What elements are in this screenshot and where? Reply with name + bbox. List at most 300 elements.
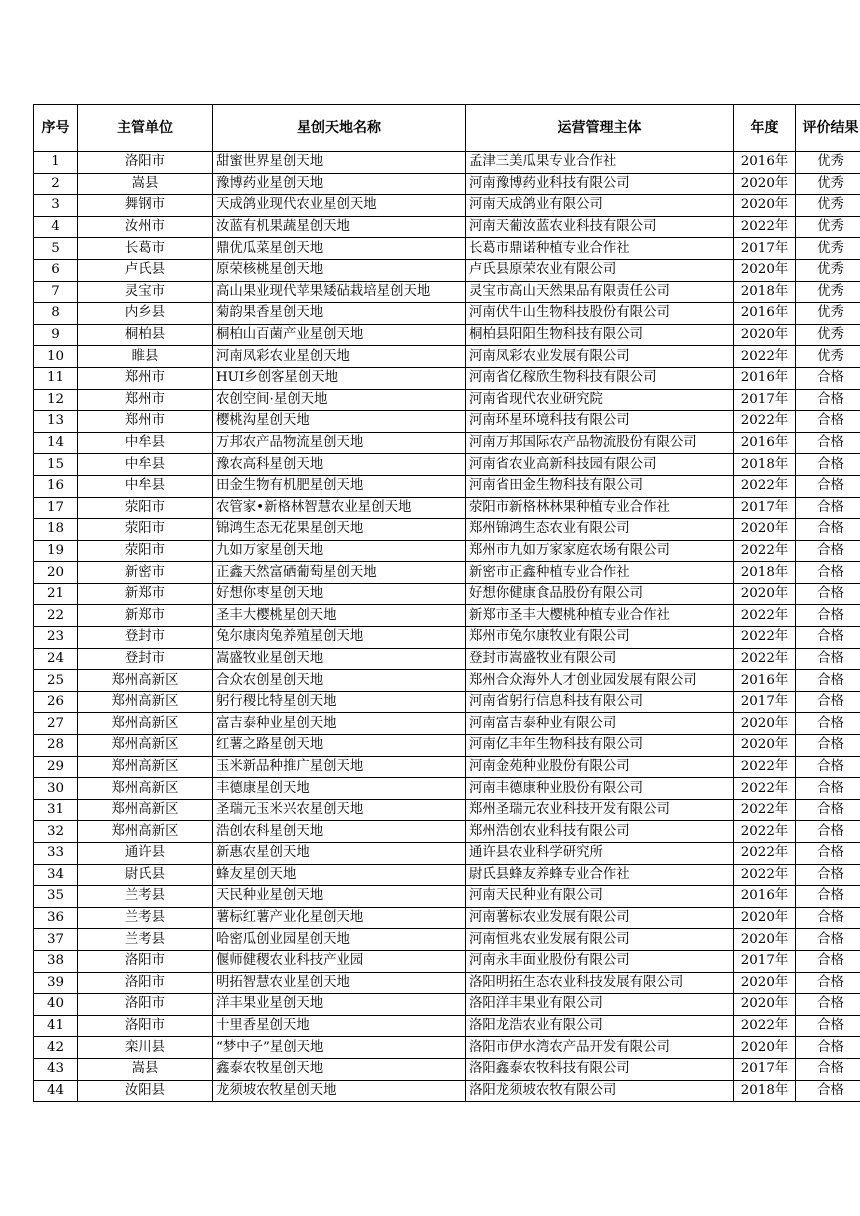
cell-evaluation-result: 优秀 (796, 346, 860, 368)
cell-supervising-unit: 新郑市 (78, 605, 213, 627)
cell-supervising-unit: 桐柏县 (78, 324, 213, 346)
cell-year: 2022年 (734, 540, 796, 562)
cell-evaluation-result: 合格 (796, 799, 860, 821)
cell-evaluation-result: 合格 (796, 821, 860, 843)
cell-operating-entity: 通许县农业科学研究所 (466, 843, 734, 865)
cell-serial-number: 23 (34, 627, 78, 649)
cell-operating-entity: 新郑市圣丰大樱桃种植专业合作社 (466, 605, 734, 627)
cell-base-name: 薯标红薯产业化星创天地 (213, 907, 466, 929)
table-row (34, 562, 860, 584)
cell-serial-number: 41 (34, 1015, 78, 1037)
cell-base-name: 浩创农科星创天地 (213, 821, 466, 843)
cell-base-name: 田金生物有机肥星创天地 (213, 475, 466, 497)
cell-serial-number: 10 (34, 346, 78, 368)
cell-supervising-unit: 睢县 (78, 346, 213, 368)
cell-supervising-unit: 兰考县 (78, 929, 213, 951)
table-row (34, 389, 860, 411)
cell-year: 2022年 (734, 756, 796, 778)
cell-operating-entity: 河南省农业高新科技园有限公司 (466, 454, 734, 476)
cell-year: 2022年 (734, 346, 796, 368)
cell-base-name: 锦鸿生态无花果星创天地 (213, 519, 466, 541)
cell-serial-number: 5 (34, 238, 78, 260)
cell-supervising-unit: 汝阳县 (78, 1080, 213, 1102)
cell-year: 2018年 (734, 562, 796, 584)
cell-base-name: 原荣核桃星创天地 (213, 259, 466, 281)
table-row (34, 259, 860, 281)
table-row (34, 778, 860, 800)
header-serial-number: 序号 (34, 105, 78, 152)
table-row (34, 281, 860, 303)
cell-supervising-unit: 洛阳市 (78, 972, 213, 994)
cell-supervising-unit: 新密市 (78, 562, 213, 584)
cell-evaluation-result: 合格 (796, 994, 860, 1016)
cell-supervising-unit: 登封市 (78, 627, 213, 649)
cell-evaluation-result: 合格 (796, 670, 860, 692)
cell-operating-entity: 洛阳明拓生态农业科技发展有限公司 (466, 972, 734, 994)
cell-operating-entity: 卢氏县原荣农业有限公司 (466, 259, 734, 281)
cell-supervising-unit: 中牟县 (78, 432, 213, 454)
cell-base-name: 正鑫天然富硒葡萄星创天地 (213, 562, 466, 584)
cell-base-name: 红薯之路星创天地 (213, 735, 466, 757)
cell-supervising-unit: 栾川县 (78, 1037, 213, 1059)
cell-evaluation-result: 合格 (796, 475, 860, 497)
table-row (34, 303, 860, 325)
cell-operating-entity: 洛阳鑫泰农牧科技有限公司 (466, 1058, 734, 1080)
cell-serial-number: 6 (34, 259, 78, 281)
cell-base-name: 高山果业现代苹果矮砧栽培星创天地 (213, 281, 466, 303)
cell-operating-entity: 孟津三美瓜果专业合作社 (466, 152, 734, 174)
cell-year: 2022年 (734, 799, 796, 821)
table-row (34, 346, 860, 368)
cell-evaluation-result: 合格 (796, 389, 860, 411)
table-header (34, 105, 860, 152)
cell-year: 2016年 (734, 367, 796, 389)
cell-serial-number: 19 (34, 540, 78, 562)
evaluation-table-container (33, 104, 859, 1102)
table-row (34, 195, 860, 217)
table-row (34, 540, 860, 562)
cell-year: 2022年 (734, 605, 796, 627)
cell-base-name: 豫博药业星创天地 (213, 173, 466, 195)
cell-year: 2020年 (734, 994, 796, 1016)
cell-operating-entity: 荥阳市新格林林果种植专业合作社 (466, 497, 734, 519)
table-row (34, 216, 860, 238)
cell-year: 2017年 (734, 1058, 796, 1080)
cell-base-name: 洋丰果业星创天地 (213, 994, 466, 1016)
cell-supervising-unit: 郑州高新区 (78, 799, 213, 821)
cell-year: 2022年 (734, 843, 796, 865)
cell-base-name: 圣瑞元玉米兴农星创天地 (213, 799, 466, 821)
cell-supervising-unit: 中牟县 (78, 454, 213, 476)
table-row (34, 1015, 860, 1037)
cell-supervising-unit: 通许县 (78, 843, 213, 865)
cell-year: 2022年 (734, 216, 796, 238)
cell-operating-entity: 河南省田金生物科技有限公司 (466, 475, 734, 497)
cell-serial-number: 36 (34, 907, 78, 929)
header-base-name: 星创天地名称 (213, 105, 466, 152)
cell-base-name: 富吉泰种业星创天地 (213, 713, 466, 735)
cell-base-name: 汝蓝有机果蔬星创天地 (213, 216, 466, 238)
cell-operating-entity: 长葛市鼎诺种植专业合作社 (466, 238, 734, 260)
cell-supervising-unit: 中牟县 (78, 475, 213, 497)
cell-operating-entity: 河南天葡汝蓝农业科技有限公司 (466, 216, 734, 238)
cell-supervising-unit: 卢氏县 (78, 259, 213, 281)
table-row (34, 670, 860, 692)
cell-evaluation-result: 合格 (796, 907, 860, 929)
table-row (34, 605, 860, 627)
cell-operating-entity: 河南天民种业有限公司 (466, 886, 734, 908)
cell-supervising-unit: 郑州高新区 (78, 670, 213, 692)
table-row (34, 1058, 860, 1080)
cell-serial-number: 13 (34, 411, 78, 433)
table-row (34, 432, 860, 454)
cell-supervising-unit: 洛阳市 (78, 1015, 213, 1037)
cell-serial-number: 29 (34, 756, 78, 778)
cell-operating-entity: 河南富吉泰种业有限公司 (466, 713, 734, 735)
cell-evaluation-result: 合格 (796, 1080, 860, 1102)
cell-supervising-unit: 兰考县 (78, 907, 213, 929)
cell-evaluation-result: 合格 (796, 735, 860, 757)
cell-year: 2017年 (734, 389, 796, 411)
cell-base-name: 豫农高科星创天地 (213, 454, 466, 476)
cell-serial-number: 3 (34, 195, 78, 217)
cell-evaluation-result: 优秀 (796, 195, 860, 217)
evaluation-table (33, 104, 860, 1102)
cell-evaluation-result: 合格 (796, 713, 860, 735)
cell-year: 2020年 (734, 324, 796, 346)
table-row (34, 497, 860, 519)
cell-serial-number: 27 (34, 713, 78, 735)
table-row (34, 735, 860, 757)
cell-evaluation-result: 合格 (796, 691, 860, 713)
cell-base-name: 农管家•新格林智慧农业星创天地 (213, 497, 466, 519)
table-row (34, 475, 860, 497)
cell-supervising-unit: 长葛市 (78, 238, 213, 260)
cell-serial-number: 37 (34, 929, 78, 951)
cell-evaluation-result: 合格 (796, 950, 860, 972)
cell-base-name: 明拓智慧农业星创天地 (213, 972, 466, 994)
cell-year: 2017年 (734, 950, 796, 972)
cell-year: 2018年 (734, 281, 796, 303)
cell-evaluation-result: 合格 (796, 605, 860, 627)
cell-supervising-unit: 郑州市 (78, 367, 213, 389)
cell-year: 2022年 (734, 778, 796, 800)
table-row (34, 411, 860, 433)
cell-evaluation-result: 合格 (796, 627, 860, 649)
cell-base-name: 兔尔康肉兔养殖星创天地 (213, 627, 466, 649)
table-row (34, 864, 860, 886)
cell-year: 2018年 (734, 454, 796, 476)
table-row (34, 627, 860, 649)
cell-operating-entity: 河南恒兆农业发展有限公司 (466, 929, 734, 951)
cell-year: 2022年 (734, 411, 796, 433)
cell-base-name: “梦中子”星创天地 (213, 1037, 466, 1059)
cell-serial-number: 15 (34, 454, 78, 476)
header-row (34, 105, 860, 152)
cell-serial-number: 39 (34, 972, 78, 994)
cell-evaluation-result: 合格 (796, 454, 860, 476)
cell-operating-entity: 好想你健康食品股份有限公司 (466, 583, 734, 605)
cell-base-name: 桐柏山百菌产业星创天地 (213, 324, 466, 346)
table-row (34, 886, 860, 908)
cell-operating-entity: 河南薯标农业发展有限公司 (466, 907, 734, 929)
cell-base-name: 农创空间·星创天地 (213, 389, 466, 411)
cell-supervising-unit: 郑州高新区 (78, 713, 213, 735)
cell-base-name: 天成鸽业现代农业星创天地 (213, 195, 466, 217)
cell-evaluation-result: 合格 (796, 756, 860, 778)
cell-year: 2020年 (734, 735, 796, 757)
cell-evaluation-result: 合格 (796, 583, 860, 605)
cell-serial-number: 34 (34, 864, 78, 886)
cell-supervising-unit: 兰考县 (78, 886, 213, 908)
cell-operating-entity: 桐柏县阳阳生物科技有限公司 (466, 324, 734, 346)
cell-base-name: 万邦农产品物流星创天地 (213, 432, 466, 454)
table-row (34, 994, 860, 1016)
cell-evaluation-result: 合格 (796, 972, 860, 994)
cell-supervising-unit: 舞钢市 (78, 195, 213, 217)
header-operating-entity: 运营管理主体 (466, 105, 734, 152)
cell-base-name: 哈密瓜创业园星创天地 (213, 929, 466, 951)
cell-year: 2022年 (734, 821, 796, 843)
table-row (34, 843, 860, 865)
cell-supervising-unit: 郑州高新区 (78, 821, 213, 843)
table-row (34, 173, 860, 195)
cell-year: 2016年 (734, 152, 796, 174)
cell-year: 2022年 (734, 864, 796, 886)
cell-supervising-unit: 嵩县 (78, 1058, 213, 1080)
cell-base-name: 鑫泰农牧星创天地 (213, 1058, 466, 1080)
table-row (34, 648, 860, 670)
cell-evaluation-result: 合格 (796, 519, 860, 541)
cell-serial-number: 33 (34, 843, 78, 865)
cell-serial-number: 17 (34, 497, 78, 519)
cell-base-name: 玉米新品种推广星创天地 (213, 756, 466, 778)
cell-evaluation-result: 合格 (796, 432, 860, 454)
cell-operating-entity: 河南伏牛山生物科技股份有限公司 (466, 303, 734, 325)
cell-year: 2016年 (734, 303, 796, 325)
cell-operating-entity: 河南省躬行信息科技有限公司 (466, 691, 734, 713)
cell-operating-entity: 河南环星环境科技有限公司 (466, 411, 734, 433)
cell-evaluation-result: 优秀 (796, 152, 860, 174)
cell-operating-entity: 河南金苑种业股份有限公司 (466, 756, 734, 778)
cell-base-name: 龙须坡农牧星创天地 (213, 1080, 466, 1102)
cell-base-name: 合众农创星创天地 (213, 670, 466, 692)
cell-serial-number: 20 (34, 562, 78, 584)
cell-base-name: 天民种业星创天地 (213, 886, 466, 908)
cell-operating-entity: 河南丰德康种业股份有限公司 (466, 778, 734, 800)
cell-year: 2022年 (734, 475, 796, 497)
cell-serial-number: 26 (34, 691, 78, 713)
cell-year: 2018年 (734, 1080, 796, 1102)
cell-serial-number: 11 (34, 367, 78, 389)
cell-serial-number: 4 (34, 216, 78, 238)
cell-year: 2022年 (734, 1015, 796, 1037)
cell-operating-entity: 郑州锦鸿生态农业有限公司 (466, 519, 734, 541)
cell-base-name: 蜂友星创天地 (213, 864, 466, 886)
cell-year: 2017年 (734, 691, 796, 713)
cell-base-name: 丰德康星创天地 (213, 778, 466, 800)
cell-serial-number: 42 (34, 1037, 78, 1059)
cell-supervising-unit: 郑州高新区 (78, 691, 213, 713)
cell-operating-entity: 新密市正鑫种植专业合作社 (466, 562, 734, 584)
cell-operating-entity: 洛阳市伊水湾农产品开发有限公司 (466, 1037, 734, 1059)
cell-supervising-unit: 灵宝市 (78, 281, 213, 303)
table-row (34, 929, 860, 951)
cell-operating-entity: 河南永丰面业股份有限公司 (466, 950, 734, 972)
cell-operating-entity: 洛阳龙须坡农牧有限公司 (466, 1080, 734, 1102)
cell-evaluation-result: 优秀 (796, 303, 860, 325)
cell-supervising-unit: 荥阳市 (78, 497, 213, 519)
cell-base-name: 圣丰大樱桃星创天地 (213, 605, 466, 627)
cell-evaluation-result: 优秀 (796, 216, 860, 238)
cell-operating-entity: 灵宝市高山天然果品有限责任公司 (466, 281, 734, 303)
cell-operating-entity: 河南豫博药业科技有限公司 (466, 173, 734, 195)
cell-evaluation-result: 合格 (796, 843, 860, 865)
cell-operating-entity: 郑州市兔尔康牧业有限公司 (466, 627, 734, 649)
cell-base-name: 嵩盛牧业星创天地 (213, 648, 466, 670)
cell-serial-number: 35 (34, 886, 78, 908)
cell-base-name: HUI乡创客星创天地 (213, 367, 466, 389)
cell-operating-entity: 河南亿丰年生物科技有限公司 (466, 735, 734, 757)
cell-supervising-unit: 郑州高新区 (78, 778, 213, 800)
cell-serial-number: 2 (34, 173, 78, 195)
cell-operating-entity: 河南凤彩农业发展有限公司 (466, 346, 734, 368)
cell-year: 2017年 (734, 497, 796, 519)
cell-evaluation-result: 合格 (796, 1015, 860, 1037)
cell-base-name: 躬行稷比特星创天地 (213, 691, 466, 713)
table-row (34, 821, 860, 843)
cell-supervising-unit: 内乡县 (78, 303, 213, 325)
cell-serial-number: 14 (34, 432, 78, 454)
cell-serial-number: 16 (34, 475, 78, 497)
table-row (34, 756, 860, 778)
cell-year: 2020年 (734, 583, 796, 605)
cell-evaluation-result: 合格 (796, 1058, 860, 1080)
cell-operating-entity: 河南省现代农业研究院 (466, 389, 734, 411)
table-row (34, 583, 860, 605)
cell-serial-number: 24 (34, 648, 78, 670)
cell-evaluation-result: 合格 (796, 929, 860, 951)
cell-year: 2020年 (734, 929, 796, 951)
cell-serial-number: 12 (34, 389, 78, 411)
cell-year: 2020年 (734, 972, 796, 994)
cell-base-name: 菊韵果香星创天地 (213, 303, 466, 325)
table-body (34, 152, 860, 1102)
cell-operating-entity: 洛阳洋丰果业有限公司 (466, 994, 734, 1016)
cell-supervising-unit: 洛阳市 (78, 950, 213, 972)
cell-evaluation-result: 合格 (796, 367, 860, 389)
cell-evaluation-result: 优秀 (796, 281, 860, 303)
cell-serial-number: 43 (34, 1058, 78, 1080)
cell-supervising-unit: 郑州市 (78, 389, 213, 411)
cell-evaluation-result: 合格 (796, 778, 860, 800)
cell-supervising-unit: 洛阳市 (78, 994, 213, 1016)
cell-serial-number: 28 (34, 735, 78, 757)
cell-year: 2020年 (734, 713, 796, 735)
cell-operating-entity: 河南天成鸽业有限公司 (466, 195, 734, 217)
cell-serial-number: 38 (34, 950, 78, 972)
cell-supervising-unit: 登封市 (78, 648, 213, 670)
table-row (34, 152, 860, 174)
cell-supervising-unit: 郑州高新区 (78, 756, 213, 778)
cell-serial-number: 21 (34, 583, 78, 605)
cell-evaluation-result: 优秀 (796, 259, 860, 281)
cell-evaluation-result: 合格 (796, 411, 860, 433)
table-row (34, 1080, 860, 1102)
cell-operating-entity: 郑州圣瑞元农业科技开发有限公司 (466, 799, 734, 821)
cell-year: 2020年 (734, 519, 796, 541)
cell-serial-number: 31 (34, 799, 78, 821)
cell-supervising-unit: 新郑市 (78, 583, 213, 605)
table-row (34, 713, 860, 735)
cell-serial-number: 30 (34, 778, 78, 800)
cell-serial-number: 18 (34, 519, 78, 541)
cell-supervising-unit: 嵩县 (78, 173, 213, 195)
cell-serial-number: 40 (34, 994, 78, 1016)
cell-year: 2016年 (734, 886, 796, 908)
cell-serial-number: 44 (34, 1080, 78, 1102)
table-row (34, 519, 860, 541)
cell-operating-entity: 郑州市九如万家家庭农场有限公司 (466, 540, 734, 562)
cell-evaluation-result: 合格 (796, 864, 860, 886)
cell-base-name: 偃师健稷农业科技产业园 (213, 950, 466, 972)
cell-supervising-unit: 洛阳市 (78, 152, 213, 174)
cell-year: 2017年 (734, 238, 796, 260)
cell-serial-number: 8 (34, 303, 78, 325)
cell-evaluation-result: 合格 (796, 562, 860, 584)
cell-year: 2020年 (734, 1037, 796, 1059)
cell-year: 2020年 (734, 173, 796, 195)
cell-year: 2020年 (734, 195, 796, 217)
cell-operating-entity: 郑州合众海外人才创业园发展有限公司 (466, 670, 734, 692)
cell-base-name: 九如万家星创天地 (213, 540, 466, 562)
header-year: 年度 (734, 105, 796, 152)
cell-evaluation-result: 合格 (796, 540, 860, 562)
cell-year: 2020年 (734, 259, 796, 281)
cell-operating-entity: 尉氏县蜂友养蜂专业合作社 (466, 864, 734, 886)
cell-evaluation-result: 优秀 (796, 173, 860, 195)
cell-base-name: 新惠农星创天地 (213, 843, 466, 865)
header-supervising-unit: 主管单位 (78, 105, 213, 152)
table-row (34, 324, 860, 346)
cell-serial-number: 22 (34, 605, 78, 627)
cell-evaluation-result: 优秀 (796, 324, 860, 346)
cell-base-name: 河南凤彩农业星创天地 (213, 346, 466, 368)
cell-evaluation-result: 合格 (796, 648, 860, 670)
cell-serial-number: 9 (34, 324, 78, 346)
cell-operating-entity: 洛阳龙浩农业有限公司 (466, 1015, 734, 1037)
header-evaluation-result: 评价结果 (796, 105, 860, 152)
cell-year: 2020年 (734, 907, 796, 929)
table-row (34, 238, 860, 260)
cell-supervising-unit: 郑州市 (78, 411, 213, 433)
cell-supervising-unit: 郑州高新区 (78, 735, 213, 757)
cell-year: 2016年 (734, 432, 796, 454)
cell-supervising-unit: 汝州市 (78, 216, 213, 238)
table-row (34, 367, 860, 389)
table-row (34, 1037, 860, 1059)
cell-year: 2022年 (734, 627, 796, 649)
cell-base-name: 十里香星创天地 (213, 1015, 466, 1037)
table-row (34, 907, 860, 929)
cell-operating-entity: 登封市嵩盛牧业有限公司 (466, 648, 734, 670)
cell-base-name: 甜蜜世界星创天地 (213, 152, 466, 174)
cell-serial-number: 7 (34, 281, 78, 303)
table-row (34, 691, 860, 713)
cell-evaluation-result: 合格 (796, 886, 860, 908)
cell-base-name: 好想你枣星创天地 (213, 583, 466, 605)
cell-evaluation-result: 合格 (796, 1037, 860, 1059)
